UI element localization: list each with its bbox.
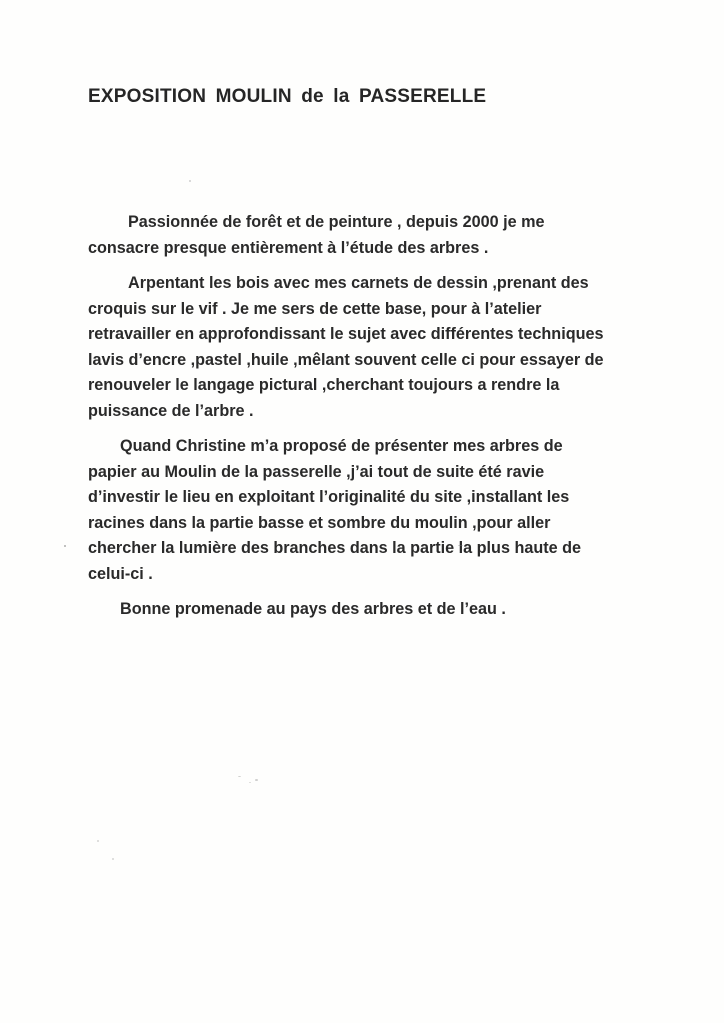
paragraph-4 xyxy=(88,597,648,623)
scan-speck xyxy=(112,858,114,860)
document-body xyxy=(88,210,648,633)
scan-speck xyxy=(189,180,191,182)
paragraph-line: retravailler en approfondissant le sujet avec différentes techniques xyxy=(88,325,604,343)
paragraph-line: Bonne promenade au pays des arbres et de l’eau . xyxy=(120,600,506,618)
scan-speck xyxy=(64,545,66,547)
paragraph-line: papier au Moulin de la passerelle ,j’ai tout de suite été ravie xyxy=(88,462,545,481)
paragraph-line: Quand Christine m’a proposé de présenter mes arbres de xyxy=(120,437,563,455)
scan-speck xyxy=(238,776,241,777)
paragraph-line: celui-ci . xyxy=(88,564,153,583)
document-title: EXPOSITION MOULIN de la PASSERELLE xyxy=(88,86,487,107)
paragraph-line: puissance de l’arbre . xyxy=(88,401,254,420)
scan-speck xyxy=(458,545,463,546)
paragraph-3 xyxy=(88,434,648,587)
paragraph-line: Passionnée de forêt et de peinture , depuis 2000 je me xyxy=(128,213,545,231)
paragraph-line: croquis sur le vif . Je me sers de cette base, pour à l’atelier xyxy=(88,299,542,318)
paragraph-line: chercher la lumière des branches dans la partie la plus haute de xyxy=(88,539,582,557)
scan-speck xyxy=(255,779,258,781)
paragraph-line: Arpentant les bois avec mes carnets de dessin ,prenant des xyxy=(128,274,589,292)
paragraph-2 xyxy=(88,271,648,424)
paragraph-line: consacre presque entièrement à l’étude des arbres . xyxy=(88,238,489,257)
paragraph-line: d’investir le lieu en exploitant l’originalité du site ,installant les xyxy=(88,488,570,506)
paragraph-line: lavis d’encre ,pastel ,huile ,mêlant souvent celle ci pour essayer de xyxy=(88,350,604,369)
paragraph-line: renouveler le langage pictural ,cherchant toujours a rendre la xyxy=(88,376,560,394)
paragraph-line: racines dans la partie basse et sombre du moulin ,pour aller xyxy=(88,513,551,532)
paragraph-1 xyxy=(88,210,648,261)
scan-speck xyxy=(97,840,99,842)
scan-speck xyxy=(249,782,251,783)
